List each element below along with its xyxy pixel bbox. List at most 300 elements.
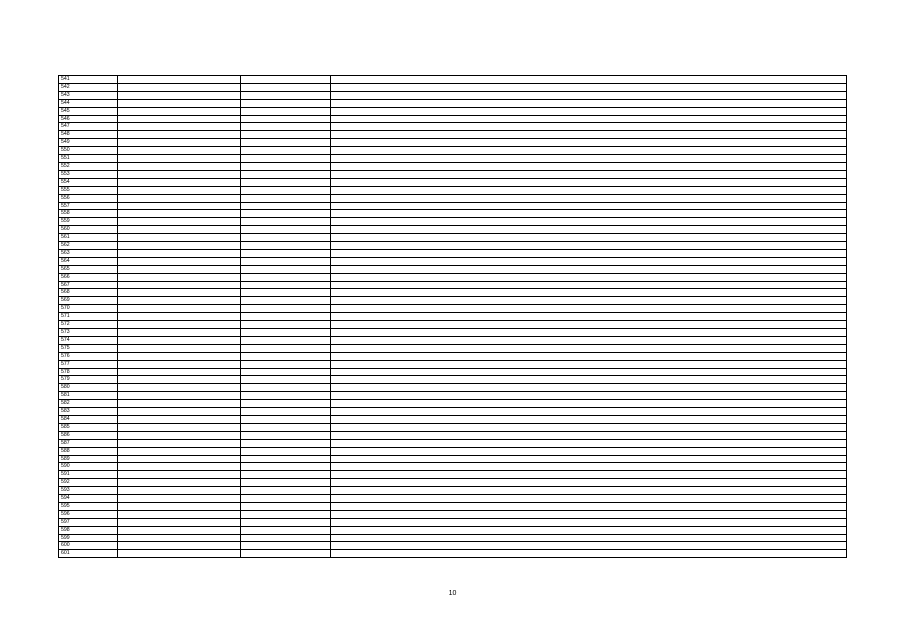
table-row [59, 392, 847, 400]
cadastral-number-2 [241, 178, 331, 186]
address [331, 336, 847, 344]
table-row [59, 542, 847, 550]
cadastral-number-2 [241, 107, 331, 115]
row-number: 550 [59, 147, 118, 155]
address [331, 186, 847, 194]
cadastral-number-2 [241, 123, 331, 131]
address [331, 115, 847, 123]
address [331, 352, 847, 360]
address [331, 518, 847, 526]
address [331, 178, 847, 186]
cadastral-number-2 [241, 297, 331, 305]
address [331, 289, 847, 297]
address [331, 170, 847, 178]
cadastral-number-2 [241, 234, 331, 242]
address [331, 162, 847, 170]
cadastral-number-2 [241, 210, 331, 218]
table-row [59, 202, 847, 210]
cadastral-number [118, 439, 241, 447]
cadastral-number-2 [241, 439, 331, 447]
row-number: 598 [59, 526, 118, 534]
cadastral-number [118, 431, 241, 439]
cadastral-number [118, 392, 241, 400]
address [331, 147, 847, 155]
cadastral-number [118, 479, 241, 487]
table-row [59, 289, 847, 297]
row-number: 568 [59, 289, 118, 297]
cadastral-number-2 [241, 147, 331, 155]
cadastral-number [118, 178, 241, 186]
table-row [59, 147, 847, 155]
address [331, 415, 847, 423]
row-number: 582 [59, 400, 118, 408]
table-row [59, 550, 847, 558]
row-number: 554 [59, 178, 118, 186]
cadastral-number [118, 186, 241, 194]
table-row [59, 463, 847, 471]
table-row [59, 344, 847, 352]
cadastral-number-2 [241, 447, 331, 455]
cadastral-number-2 [241, 550, 331, 558]
address [331, 344, 847, 352]
row-number: 545 [59, 107, 118, 115]
row-number: 577 [59, 360, 118, 368]
row-number: 581 [59, 392, 118, 400]
table-row [59, 376, 847, 384]
cadastral-number [118, 162, 241, 170]
cadastral-number-2 [241, 368, 331, 376]
address [331, 423, 847, 431]
address [331, 194, 847, 202]
address [331, 257, 847, 265]
address [331, 123, 847, 131]
cadastral-number [118, 115, 241, 123]
cadastral-number-2 [241, 91, 331, 99]
cadastral-number-2 [241, 360, 331, 368]
row-number: 569 [59, 297, 118, 305]
address [331, 463, 847, 471]
address [331, 550, 847, 558]
cadastral-number-2 [241, 542, 331, 550]
table-row [59, 218, 847, 226]
address [331, 218, 847, 226]
cadastral-number [118, 139, 241, 147]
address [331, 510, 847, 518]
cadastral-number [118, 131, 241, 139]
cadastral-number-2 [241, 162, 331, 170]
address [331, 392, 847, 400]
cadastral-number-2 [241, 518, 331, 526]
address [331, 297, 847, 305]
row-number: 597 [59, 518, 118, 526]
cadastral-number [118, 384, 241, 392]
row-number: 579 [59, 376, 118, 384]
row-number: 570 [59, 305, 118, 313]
cadastral-number [118, 415, 241, 423]
table-row [59, 139, 847, 147]
table-row [59, 234, 847, 242]
address [331, 502, 847, 510]
row-number: 586 [59, 431, 118, 439]
cadastral-number [118, 368, 241, 376]
cadastral-number-2 [241, 455, 331, 463]
address [331, 242, 847, 250]
table-row [59, 178, 847, 186]
cadastral-number [118, 305, 241, 313]
row-number: 558 [59, 210, 118, 218]
table-row [59, 305, 847, 313]
cadastral-number-2 [241, 502, 331, 510]
cadastral-number [118, 487, 241, 495]
address [331, 249, 847, 257]
cadastral-number [118, 471, 241, 479]
cadastral-number [118, 273, 241, 281]
address [331, 131, 847, 139]
cadastral-number-2 [241, 400, 331, 408]
cadastral-number-2 [241, 115, 331, 123]
cadastral-number [118, 83, 241, 91]
cadastral-number-2 [241, 249, 331, 257]
address [331, 542, 847, 550]
cadastral-number-2 [241, 534, 331, 542]
address [331, 76, 847, 84]
cadastral-number [118, 289, 241, 297]
table-row [59, 313, 847, 321]
cadastral-number [118, 234, 241, 242]
cadastral-number [118, 170, 241, 178]
table-row [59, 297, 847, 305]
row-number: 584 [59, 415, 118, 423]
address [331, 305, 847, 313]
address [331, 408, 847, 416]
cadastral-number-2 [241, 76, 331, 84]
table-row [59, 273, 847, 281]
row-number: 592 [59, 479, 118, 487]
row-number: 562 [59, 242, 118, 250]
cadastral-number-2 [241, 408, 331, 416]
row-number: 573 [59, 329, 118, 337]
table-row [59, 242, 847, 250]
cadastral-number [118, 155, 241, 163]
cadastral-number-2 [241, 487, 331, 495]
row-number: 552 [59, 162, 118, 170]
cadastral-number [118, 400, 241, 408]
address [331, 439, 847, 447]
cadastral-number-2 [241, 415, 331, 423]
page-number: 10 [448, 590, 457, 597]
row-number: 549 [59, 139, 118, 147]
cadastral-number [118, 265, 241, 273]
table-row [59, 170, 847, 178]
row-number: 561 [59, 234, 118, 242]
row-number: 576 [59, 352, 118, 360]
row-number: 599 [59, 534, 118, 542]
table-row [59, 352, 847, 360]
cadastral-number-2 [241, 131, 331, 139]
cadastral-number-2 [241, 242, 331, 250]
cadastral-number-2 [241, 194, 331, 202]
table-row [59, 321, 847, 329]
row-number: 578 [59, 368, 118, 376]
row-number: 556 [59, 194, 118, 202]
table-row [59, 162, 847, 170]
cadastral-number [118, 518, 241, 526]
cadastral-number-2 [241, 226, 331, 234]
table-row [59, 439, 847, 447]
cadastral-number-2 [241, 510, 331, 518]
row-number: 551 [59, 155, 118, 163]
table-row [59, 226, 847, 234]
table-row [59, 76, 847, 84]
cadastral-number [118, 210, 241, 218]
address [331, 479, 847, 487]
cadastral-number-2 [241, 329, 331, 337]
row-number: 560 [59, 226, 118, 234]
cadastral-number [118, 107, 241, 115]
address [331, 487, 847, 495]
cadastral-number-2 [241, 155, 331, 163]
cadastral-number-2 [241, 170, 331, 178]
cadastral-number-2 [241, 463, 331, 471]
cadastral-number-2 [241, 384, 331, 392]
row-number: 543 [59, 91, 118, 99]
cadastral-number [118, 218, 241, 226]
table-row [59, 83, 847, 91]
row-number: 595 [59, 502, 118, 510]
row-number: 567 [59, 281, 118, 289]
table-row [59, 368, 847, 376]
address [331, 455, 847, 463]
cadastral-number [118, 463, 241, 471]
cadastral-number-2 [241, 526, 331, 534]
address [331, 226, 847, 234]
table-row [59, 281, 847, 289]
address [331, 368, 847, 376]
cadastral-number [118, 202, 241, 210]
row-number: 585 [59, 423, 118, 431]
address [331, 273, 847, 281]
row-number: 588 [59, 447, 118, 455]
row-number: 589 [59, 455, 118, 463]
cadastral-number-2 [241, 257, 331, 265]
address [331, 139, 847, 147]
row-number: 572 [59, 321, 118, 329]
cadastral-number-2 [241, 352, 331, 360]
row-number: 600 [59, 542, 118, 550]
table-row [59, 455, 847, 463]
cadastral-number [118, 226, 241, 234]
row-number: 557 [59, 202, 118, 210]
table-row [59, 91, 847, 99]
row-number: 546 [59, 115, 118, 123]
address [331, 376, 847, 384]
table-row [59, 265, 847, 273]
address [331, 329, 847, 337]
address [331, 471, 847, 479]
cadastral-number-2 [241, 392, 331, 400]
table-row [59, 131, 847, 139]
row-number: 566 [59, 273, 118, 281]
address [331, 534, 847, 542]
row-number: 601 [59, 550, 118, 558]
cadastral-number [118, 257, 241, 265]
address [331, 234, 847, 242]
address [331, 210, 847, 218]
address [331, 431, 847, 439]
row-number: 580 [59, 384, 118, 392]
row-number: 559 [59, 218, 118, 226]
cadastral-number [118, 147, 241, 155]
cadastral-number [118, 423, 241, 431]
cadastral-number [118, 321, 241, 329]
cadastral-number [118, 123, 241, 131]
cadastral-number [118, 455, 241, 463]
cadastral-number [118, 313, 241, 321]
address [331, 384, 847, 392]
cadastral-number [118, 408, 241, 416]
cadastral-number-2 [241, 336, 331, 344]
cadastral-number-2 [241, 83, 331, 91]
table-row [59, 194, 847, 202]
cadastral-number-2 [241, 423, 331, 431]
cadastral-number-2 [241, 305, 331, 313]
cadastral-number [118, 329, 241, 337]
table-row [59, 384, 847, 392]
cadastral-number-2 [241, 281, 331, 289]
row-number: 555 [59, 186, 118, 194]
table-row [59, 400, 847, 408]
row-number: 590 [59, 463, 118, 471]
cadastral-number [118, 242, 241, 250]
row-number: 594 [59, 495, 118, 503]
table-row [59, 447, 847, 455]
cadastral-number [118, 534, 241, 542]
table-row [59, 415, 847, 423]
cadastral-number [118, 91, 241, 99]
row-number: 541 [59, 76, 118, 84]
cadastral-number [118, 76, 241, 84]
table-row [59, 186, 847, 194]
table-row [59, 431, 847, 439]
cadastral-number-2 [241, 265, 331, 273]
cadastral-number-2 [241, 376, 331, 384]
row-number: 542 [59, 83, 118, 91]
cadastral-number-2 [241, 186, 331, 194]
row-number: 574 [59, 336, 118, 344]
cadastral-number-2 [241, 321, 331, 329]
row-number: 544 [59, 99, 118, 107]
address [331, 495, 847, 503]
table-row [59, 502, 847, 510]
table-row [59, 115, 847, 123]
table-row [59, 526, 847, 534]
address [331, 281, 847, 289]
cadastral-number [118, 447, 241, 455]
cadastral-number [118, 99, 241, 107]
row-number: 547 [59, 123, 118, 131]
row-number: 548 [59, 131, 118, 139]
cadastral-number [118, 542, 241, 550]
row-number: 591 [59, 471, 118, 479]
table-row [59, 329, 847, 337]
table-row [59, 249, 847, 257]
cadastral-number [118, 194, 241, 202]
cadastral-number-2 [241, 218, 331, 226]
table-row [59, 534, 847, 542]
address [331, 313, 847, 321]
row-number: 583 [59, 408, 118, 416]
cadastral-number [118, 352, 241, 360]
address [331, 447, 847, 455]
address [331, 400, 847, 408]
cadastral-number-2 [241, 479, 331, 487]
property-register-table [58, 75, 847, 558]
cadastral-number [118, 336, 241, 344]
table-row [59, 518, 847, 526]
table-row [59, 510, 847, 518]
cadastral-number-2 [241, 471, 331, 479]
cadastral-number [118, 376, 241, 384]
row-number: 593 [59, 487, 118, 495]
address [331, 360, 847, 368]
register-table-body [59, 76, 847, 558]
row-number: 571 [59, 313, 118, 321]
cadastral-number [118, 297, 241, 305]
cadastral-number [118, 360, 241, 368]
table-row [59, 336, 847, 344]
table-row [59, 210, 847, 218]
cadastral-number [118, 502, 241, 510]
table-row [59, 107, 847, 115]
table-row [59, 257, 847, 265]
cadastral-number [118, 495, 241, 503]
row-number: 575 [59, 344, 118, 352]
row-number: 596 [59, 510, 118, 518]
row-number: 553 [59, 170, 118, 178]
address [331, 202, 847, 210]
cadastral-number [118, 510, 241, 518]
row-number: 563 [59, 249, 118, 257]
table-row [59, 423, 847, 431]
table-row [59, 99, 847, 107]
cadastral-number-2 [241, 313, 331, 321]
address [331, 91, 847, 99]
row-number: 587 [59, 439, 118, 447]
address [331, 526, 847, 534]
cadastral-number-2 [241, 431, 331, 439]
table-row [59, 495, 847, 503]
cadastral-number [118, 550, 241, 558]
cadastral-number [118, 344, 241, 352]
cadastral-number [118, 249, 241, 257]
address [331, 265, 847, 273]
table-row [59, 471, 847, 479]
table-row [59, 487, 847, 495]
cadastral-number-2 [241, 495, 331, 503]
table-row [59, 408, 847, 416]
table-row [59, 155, 847, 163]
cadastral-number-2 [241, 344, 331, 352]
row-number: 564 [59, 257, 118, 265]
address [331, 155, 847, 163]
cadastral-number-2 [241, 289, 331, 297]
table-row [59, 360, 847, 368]
register-page [58, 75, 846, 558]
cadastral-number [118, 526, 241, 534]
table-row [59, 123, 847, 131]
address [331, 321, 847, 329]
cadastral-number-2 [241, 202, 331, 210]
